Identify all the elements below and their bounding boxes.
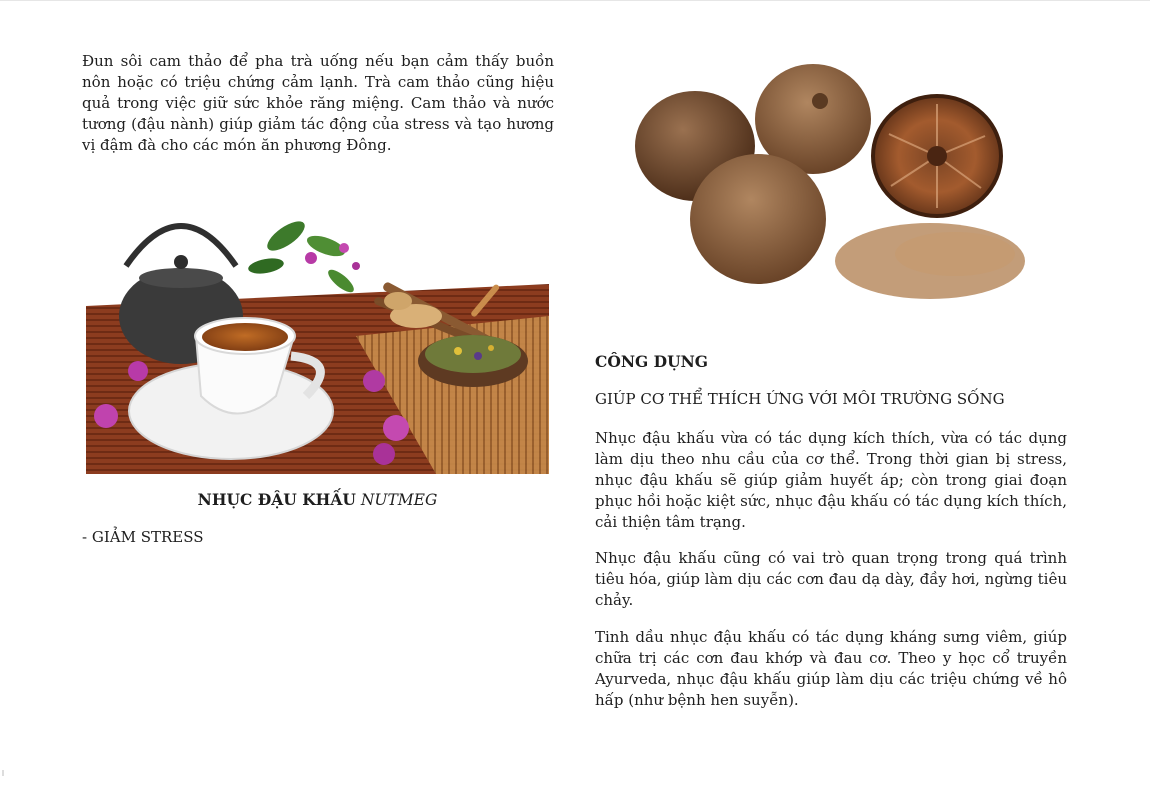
page-edge-mark — [2, 770, 4, 776]
licorice-tea-photo — [86, 196, 549, 474]
caption-english: NUTMEG — [360, 491, 438, 509]
uses-heading: CÔNG DỤNG — [595, 352, 709, 371]
uses-subheading: GIÚP CƠ THỂ THÍCH ỨNG VỚI MÔI TRƯỜNG SỐNG — [595, 390, 1005, 408]
nutmeg-caption — [86, 490, 549, 509]
uses-paragraph-3: Tinh dầu nhục đậu khấu có tác dụng kháng sưng viêm, giúp chữa trị các cơn đau khớp và đau cơ. Theo y học cổ truyền Ayurveda, nhục đậu khấu giúp làm dịu các triệu chứng về hô hấp (như bệnh hen suyễn). — [595, 628, 1067, 709]
uses-paragraph-2: Nhục đậu khấu cũng có vai trò quan trọng trong quá trình tiêu hóa, giúp làm dịu các cơn đau dạ dày, đầy hơi, ngừng tiêu chảy. — [595, 549, 1067, 609]
nutmeg-photo — [625, 56, 1045, 326]
stress-subheading: - GIẢM STRESS — [82, 528, 204, 546]
uses-paragraph-1: Nhục đậu khấu vừa có tác dụng kích thích, vừa có tác dụng làm dịu theo nhu cầu của cơ thể. Trong thời gian bị stress, nhục đậu khấu sẽ giúp giảm huyết áp; còn trong giai đoạn phục hồi hoặc kiệt sức, nhục đậu khấu có tác dụng kích thích, cải thiện tâm trạng. — [595, 429, 1067, 531]
caption-vietnamese: NHỤC ĐẬU KHẤU — [197, 490, 356, 509]
intro-paragraph: Đun sôi cam thảo để pha trà uống nếu bạn cảm thấy buồn nôn hoặc có triệu chứng cảm lạnh. Trà cam thảo cũng hiệu quả trong việc giữ sức khỏe răng miệng. Cam thảo và nước tương (đậu nành) giúp giảm tác động của stress và tạo hương vị đậm đà cho các món ăn phương Đông. — [82, 52, 554, 154]
